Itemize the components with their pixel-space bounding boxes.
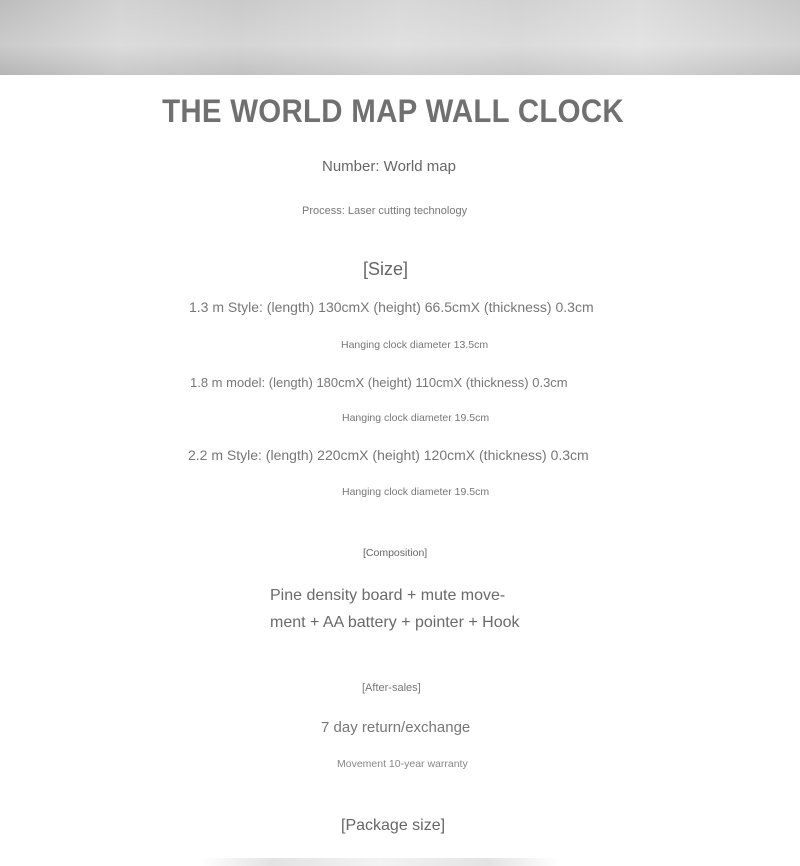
after-sales-heading: [After-sales]: [362, 682, 421, 694]
size-style-1-3m: 1.3 m Style: (length) 130cmX (height) 66.5cmX (thickness) 0.3cm: [189, 299, 594, 315]
page-title: THE WORLD MAP WALL CLOCK: [162, 93, 624, 129]
return-policy-text: 7 day return/exchange: [321, 719, 471, 736]
size-diameter-2-2m: Hanging clock diameter 19.5cm: [342, 486, 490, 498]
size-diameter-1-3m: Hanging clock diameter 13.5cm: [341, 339, 489, 351]
size-style-1-8m: 1.8 m model: (length) 180cmX (height) 110cmX (thickness) 0.3cm: [190, 375, 568, 390]
top-banner-image: [0, 0, 800, 75]
size-style-2-2m: 2.2 m Style: (length) 220cmX (height) 120cmX (thickness) 0.3cm: [188, 447, 589, 463]
size-heading: [Size]: [363, 259, 409, 279]
package-size-heading: [Package size]: [341, 817, 446, 834]
cropped-text-remnant: [200, 858, 560, 866]
size-diameter-1-8m: Hanging clock diameter 19.5cm: [342, 412, 490, 424]
composition-line-2: ment + AA battery + pointer + Hook: [270, 614, 520, 631]
composition-line-1: Pine density board + mute move-: [270, 587, 506, 604]
number-line: Number: World map: [322, 158, 456, 175]
process-line: Process: Laser cutting technology: [302, 205, 468, 217]
warranty-text: Movement 10-year warranty: [337, 758, 468, 770]
composition-heading: [Composition]: [363, 547, 428, 559]
